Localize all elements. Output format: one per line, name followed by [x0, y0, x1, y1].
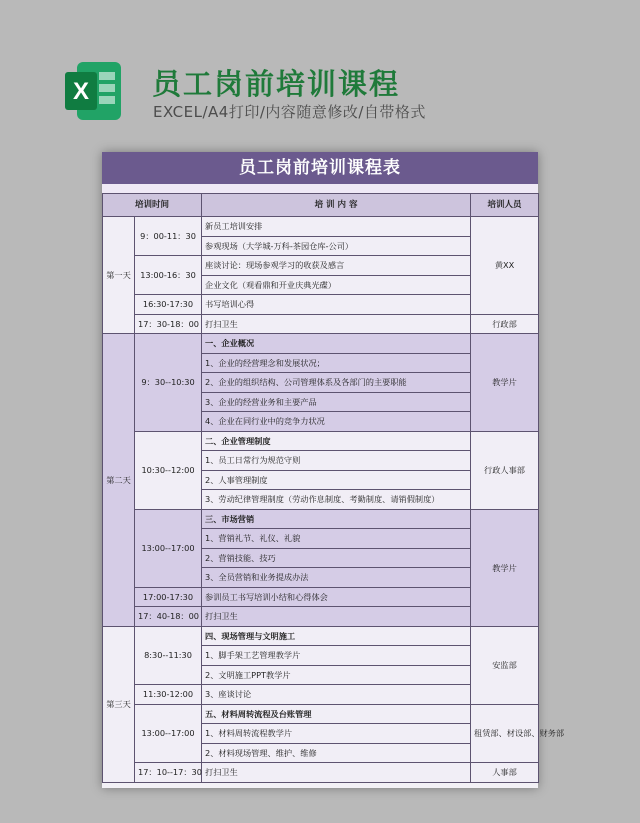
content-cell: 1、材料周转流程教学片 [202, 724, 471, 744]
content-cell: 2、人事管理制度 [202, 470, 471, 490]
content-cell: 2、材料现场管理、维护、维修 [202, 743, 471, 763]
content-cell: 3、全员营销和业务提成办法 [202, 568, 471, 588]
content-cell: 3、座谈讨论 [202, 685, 471, 705]
content-cell: 1、企业的经营理念和发展状况； [202, 353, 471, 373]
content-cell: 打扫卫生 [202, 763, 471, 783]
page-subtitle: EXCEL/A4打印/内容随意修改/自带格式 [153, 103, 426, 121]
content-cell: 新员工培训安排 [202, 217, 471, 237]
time-cell: 8:30--11:30 [135, 626, 202, 685]
content-cell: 3、劳动纪律管理制度（劳动作息制度、考勤制度、请销假制度） [202, 490, 471, 510]
page-header [0, 0, 640, 140]
time-cell: 9：00-11：30 [135, 217, 202, 256]
content-cell: 四、现场管理与文明施工 [202, 626, 471, 646]
content-cell: 参训员工书写培训小结和心得体会 [202, 587, 471, 607]
excel-icon-letter: X [72, 78, 90, 105]
content-cell: 2、文明施工PPT教学片 [202, 665, 471, 685]
day-label: 第一天 [103, 217, 135, 334]
time-cell: 13:00-16：30 [135, 256, 202, 295]
time-cell: 16:30-17:30 [135, 295, 202, 315]
table-row [103, 314, 539, 334]
time-cell: 11:30-12:00 [135, 685, 202, 705]
time-cell: 17：30-18：00 [135, 314, 202, 334]
time-cell: 17：40-18：00 [135, 607, 202, 627]
person-cell: 安监部 [471, 626, 539, 704]
content-cell: 五、材料周转流程及台账管理 [202, 704, 471, 724]
content-cell: 参观现场（大学城-万科-茶园仓库-公司） [202, 236, 471, 256]
day-label: 第三天 [103, 626, 135, 782]
table-row [103, 704, 539, 724]
time-cell: 10:30--12:00 [135, 431, 202, 509]
time-cell: 17：10--17：30 [135, 763, 202, 783]
table-row [103, 626, 539, 646]
time-cell: 13:00--17:00 [135, 704, 202, 763]
course-sheet [102, 152, 565, 788]
content-cell: 4、企业在同行业中的竞争力状况 [202, 412, 471, 432]
col-header-time: 培训时间 [103, 194, 202, 217]
content-cell: 书写培训心得 [202, 295, 471, 315]
excel-icon [63, 60, 123, 122]
sheet-title: 员工岗前培训课程表 [102, 152, 538, 187]
table-row [103, 217, 539, 237]
table-header-row [103, 194, 539, 217]
page-title: 员工岗前培训课程 [152, 67, 401, 101]
table-row [103, 334, 539, 354]
table-row [103, 431, 539, 451]
person-cell: 黄XX [471, 217, 539, 315]
person-cell: 教学片 [471, 334, 539, 432]
col-header-person: 培训人员 [471, 194, 539, 217]
content-cell: 一、企业概况 [202, 334, 471, 354]
content-cell: 三、市场营销 [202, 509, 471, 529]
time-cell: 9：30--10:30 [135, 334, 202, 432]
table-row [103, 509, 539, 529]
time-cell: 13:00--17:00 [135, 509, 202, 587]
person-cell: 人事部 [471, 763, 539, 783]
content-cell: 1、营销礼节、礼仪、礼貌 [202, 529, 471, 549]
content-cell: 打扫卫生 [202, 314, 471, 334]
content-cell: 1、员工日常行为规范守则 [202, 451, 471, 471]
person-cell: 租赁部、材设部、财务部 [471, 704, 539, 763]
table-row [103, 763, 539, 783]
content-cell: 3、企业的经营业务和主要产品 [202, 392, 471, 412]
content-cell: 座谈讨论：现场参观学习的收获及感言 [202, 256, 471, 276]
col-header-content: 培 训 内 容 [202, 194, 471, 217]
person-cell: 教学片 [471, 509, 539, 626]
time-cell: 17:00-17:30 [135, 587, 202, 607]
content-cell: 二、企业管理制度 [202, 431, 471, 451]
person-cell: 行政部 [471, 314, 539, 334]
content-cell: 2、企业的组织结构、公司管理体系及各部门的主要职能 [202, 373, 471, 393]
course-table [102, 193, 565, 783]
content-cell: 2、营销技能、技巧 [202, 548, 471, 568]
person-cell: 行政人事部 [471, 431, 539, 509]
content-cell: 企业文化（观看鼎和开业庆典光碟） [202, 275, 471, 295]
content-cell: 1、脚手架工艺管理教学片 [202, 646, 471, 666]
day-label: 第二天 [103, 334, 135, 627]
content-cell: 打扫卫生 [202, 607, 471, 627]
